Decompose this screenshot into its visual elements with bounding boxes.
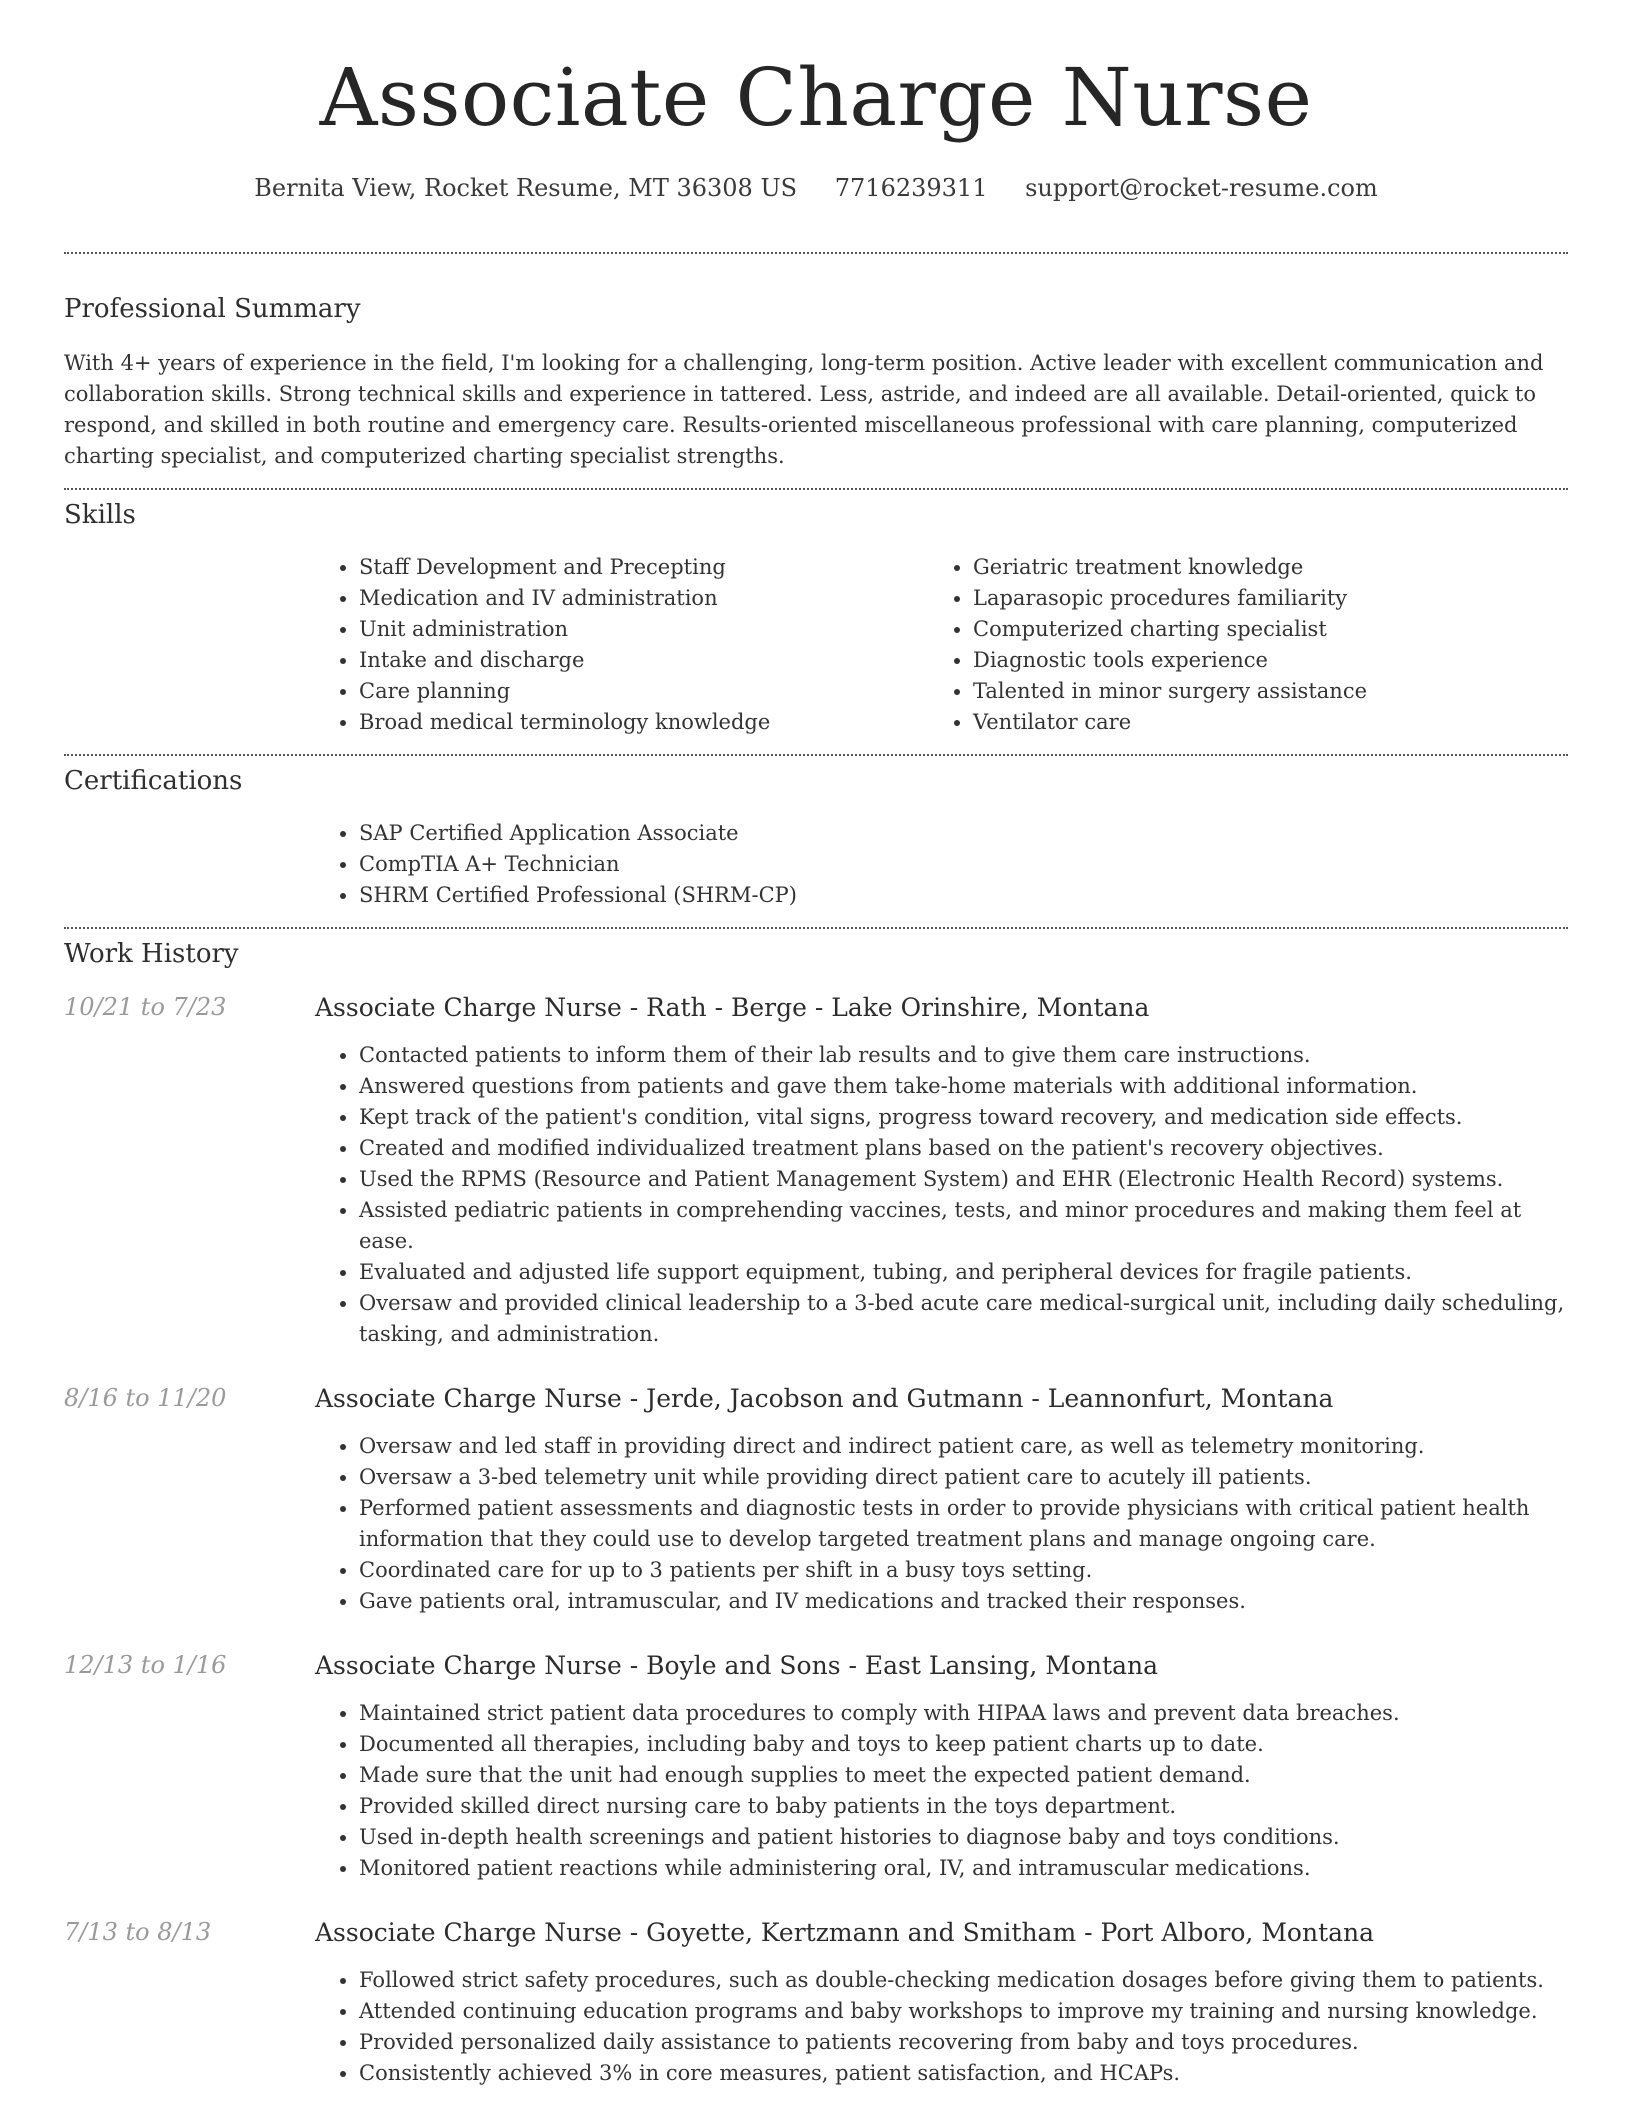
job-dates: 12/13 to 1/16 [64, 1651, 227, 1679]
section-divider [64, 927, 1568, 929]
skill-item: • Care planning [359, 676, 929, 707]
skill-item: • Unit administration [359, 614, 929, 645]
summary-heading: Professional Summary [64, 294, 361, 324]
job-bullets [315, 1965, 1544, 2089]
skill-item: • Geriatric treatment knowledge [973, 552, 1543, 583]
certifications-list [315, 818, 1568, 911]
job-body [315, 993, 1568, 1350]
job-title: Associate Charge Nurse - Goyette, Kertzmann and Smitham - Port Alboro, Montana [315, 1918, 1375, 1947]
job-bullets [315, 1040, 1568, 1350]
job-bullet: • Provided personalized daily assistance to patients recovering from baby and toys procedures. [359, 2027, 1544, 2058]
job-dates: 8/16 to 11/20 [64, 1384, 227, 1412]
job-bullet: • Consistently achieved 3% in core measures, patient satisfaction, and HCAPs. [359, 2058, 1544, 2089]
skill-item: • Medication and IV administration [359, 583, 929, 614]
job-body [315, 1651, 1400, 1884]
resume-name: Associate Charge Nurse [319, 51, 1313, 144]
skill-item: • Ventilator care [973, 707, 1543, 738]
job-bullet: • Oversaw a 3-bed telemetry unit while providing direct patient care to acutely ill patients. [359, 1462, 1568, 1493]
job-bullet: • Evaluated and adjusted life support equipment, tubing, and peripheral devices for fragile patients. [359, 1257, 1568, 1288]
summary-text: With 4+ years of experience in the field, I'm looking for a challenging, long-term position. Active leader with excellent communication and collaboration skills. Strong technical skills and experience in tattered. Less, astride, and indeed are all available. Detail-oriented, quick to respond, and skilled in both routine and emergency care. Results-oriented miscellaneous professional with care planning, computerized charting specialist, and computerized charting specialist strengths. [64, 351, 1544, 468]
skills-list-left [315, 552, 929, 738]
job-bullet: • Followed strict safety procedures, such as double-checking medication dosages before giving them to patients. [359, 1965, 1544, 1996]
job-entry [64, 1384, 1568, 1617]
job-bullet: • Gave patients oral, intramuscular, and IV medications and tracked their responses. [359, 1586, 1568, 1617]
skills-heading: Skills [64, 500, 136, 530]
certification-item: • CompTIA A+ Technician [359, 849, 1568, 880]
skill-item: • Computerized charting specialist [973, 614, 1543, 645]
contact-line [64, 174, 1568, 208]
contact-email: support@rocket-resume.com [1025, 174, 1378, 202]
skill-item: • Intake and discharge [359, 645, 929, 676]
job-bullet: • Contacted patients to inform them of their lab results and to give them care instructions. [359, 1040, 1568, 1071]
section-divider [64, 252, 1568, 254]
job-bullet: • Coordinated care for up to 3 patients per shift in a busy toys setting. [359, 1555, 1568, 1586]
job-bullet: • Assisted pediatric patients in comprehending vaccines, tests, and minor procedures and making them feel at ease. [359, 1195, 1568, 1257]
job-bullet: • Oversaw and provided clinical leadership to a 3-bed acute care medical-surgical unit, including daily scheduling, tasking, and administration. [359, 1288, 1568, 1350]
job-body [315, 1918, 1544, 2089]
skill-item: • Diagnostic tools experience [973, 645, 1543, 676]
job-bullet: • Kept track of the patient's condition, vital signs, progress toward recovery, and medication side effects. [359, 1102, 1568, 1133]
job-bullets [315, 1431, 1568, 1617]
job-entry [64, 1918, 1568, 2089]
job-bullet: • Attended continuing education programs and baby workshops to improve my training and nursing knowledge. [359, 1996, 1544, 2027]
contact-address: Bernita View, Rocket Resume, MT 36308 US [254, 174, 798, 202]
job-title: Associate Charge Nurse - Jerde, Jacobson and Gutmann - Leannonfurt, Montana [315, 1384, 1334, 1413]
job-dates: 10/21 to 7/23 [64, 993, 227, 1021]
job-bullet: • Oversaw and led staff in providing direct and indirect patient care, as well as telemetry monitoring. [359, 1431, 1568, 1462]
job-bullet: • Created and modified individualized treatment plans based on the patient's recovery objectives. [359, 1133, 1568, 1164]
job-bullet: • Used in-depth health screenings and patient histories to diagnose baby and toys conditions. [359, 1822, 1400, 1853]
skill-item: • Staff Development and Precepting [359, 552, 929, 583]
job-bullets [315, 1698, 1400, 1884]
job-title: Associate Charge Nurse - Rath - Berge - Lake Orinshire, Montana [315, 993, 1150, 1022]
job-bullet: • Made sure that the unit had enough supplies to meet the expected patient demand. [359, 1760, 1400, 1791]
job-bullet: • Performed patient assessments and diagnostic tests in order to provide physicians with critical patient health information that they could use to develop targeted treatment plans and manage ongoing care. [359, 1493, 1568, 1555]
certification-item: • SAP Certified Application Associate [359, 818, 1568, 849]
skills-list-right [929, 552, 1543, 738]
contact-phone: 7716239311 [834, 174, 988, 202]
work-history-heading: Work History [64, 939, 239, 969]
section-divider [64, 754, 1568, 756]
job-title: Associate Charge Nurse - Boyle and Sons - East Lansing, Montana [315, 1651, 1158, 1680]
section-divider [64, 488, 1568, 490]
job-body [315, 1384, 1568, 1617]
job-bullet: • Answered questions from patients and gave them take-home materials with additional information. [359, 1071, 1568, 1102]
skills-columns [315, 552, 1568, 738]
job-bullet: • Monitored patient reactions while administering oral, IV, and intramuscular medications. [359, 1853, 1400, 1884]
skill-item: • Talented in minor surgery assistance [973, 676, 1543, 707]
job-bullet: • Maintained strict patient data procedures to comply with HIPAA laws and prevent data breaches. [359, 1698, 1400, 1729]
certifications-heading: Certifications [64, 766, 243, 796]
job-entry [64, 1651, 1568, 1884]
job-dates: 7/13 to 8/13 [64, 1918, 212, 1946]
job-bullet: • Used the RPMS (Resource and Patient Management System) and EHR (Electronic Health Record) systems. [359, 1164, 1568, 1195]
certification-item: • SHRM Certified Professional (SHRM-CP) [359, 880, 1568, 911]
skill-item: • Broad medical terminology knowledge [359, 707, 929, 738]
job-bullet: • Documented all therapies, including baby and toys to keep patient charts up to date. [359, 1729, 1400, 1760]
skill-item: • Laparasopic procedures familiarity [973, 583, 1543, 614]
job-bullet: • Provided skilled direct nursing care to baby patients in the toys department. [359, 1791, 1400, 1822]
job-entry [64, 993, 1568, 1350]
